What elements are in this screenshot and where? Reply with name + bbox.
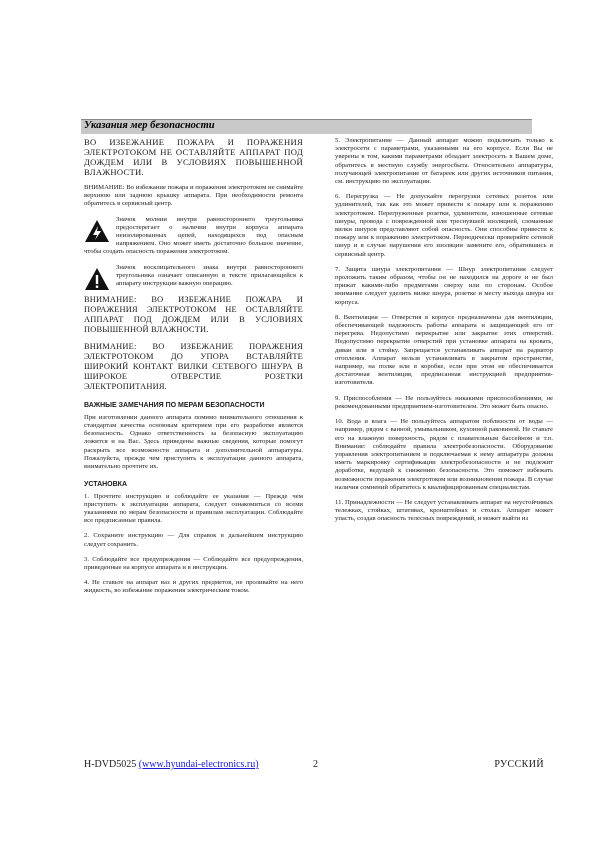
item-2: 2. Сохраните инструкцию — Для справок в дальнейшем инструкцию следует сохранить.: [84, 532, 303, 548]
item-8: 8. Вентиляция — Отверстия в корпусе предназначены для вентиляции, обеспечивающей надежность работы аппарата и защищающей его от перегрева. Недопустимо перекрытие или закрытие этих отверстий. Недопустимо перекрытие отверстий при установке аппарата на кровать, диван или в стойку. Запрещается устанавливать аппарат на радиатор отопления. Аппарат нельзя устанавливать в закрытом пространстве, например, на полке или в коробке, если при этом не обеспечивается достаточная вентиляция, предписанная инструкцией предприятия-изготовителя.: [335, 313, 553, 387]
warning-caps-1: ВО ИЗБЕЖАНИЕ ПОЖАРА И ПОРАЖЕНИЯ ЭЛЕКТРОТОКОМ НЕ ОСТАВЛЯЙТЕ АППАРАТ ПОД ДОЖДЕМ ИЛИ В УСЛОВИЯХ ПОВЫШЕННОЙ ВЛАЖНОСТИ.: [84, 137, 303, 177]
warning-caps-2: ВНИМАНИЕ: ВО ИЗБЕЖАНИЕ ПОЖАРА И ПОРАЖЕНИЯ ЭЛЕКТРОТОКОМ НЕ ОСТАВЛЯЙТЕ АППАРАТ ПОД ДОЖДЕМ ИЛИ В УСЛОВИЯХ ПОВЫШЕННОЙ ВЛАЖНОСТИ.: [84, 295, 303, 335]
page-number: 2: [313, 759, 318, 770]
item-4: 4. Не ставьте на аппарат ваз и других предметов, не проливайте на него жидкость, во избежание поражения электрическим током.: [84, 579, 303, 595]
language-label: РУССКИЙ: [494, 759, 544, 770]
item-5: 5. Электропитание — Данный аппарат можно подключать только к электросети с параметрами, указанными на его корпусе. Если Вы не уверены в том, какими параметрами обладает электросеть в Вашем доме, обратитесь в местную службу энергосбыта. Относительно аппаратуры, получающей электропитание от батареек или других источников питания, см. инструкцию по эксплуатации.: [335, 137, 553, 186]
attention-paragraph: ВНИМАНИЕ: Во избежание пожара и поражения электротоком не снимайте верхнюю или заднюю крышку аппарата. При необходимости ремонта обратитесь в сервисный центр.: [84, 184, 303, 208]
left-column: [84, 137, 303, 603]
exclamation-triangle-icon: [84, 267, 110, 291]
item-3: 3. Соблюдайте все предупреждения — Соблюдайте все предупреждения, приведенные на корпусе аппарата и в инструкции.: [84, 555, 303, 572]
item-7: 7. Защита шнура электропитания — Шнур электропитания следует проложить таким образом, чтобы он не находился на дороге и не был прижат какими-либо предметами сверху или по сторонам. Особое внимание следует уделить вилке шнура, розетке и месту выхода шнура из корпуса.: [335, 265, 553, 306]
item-9: 9. Приспособления — Не пользуйтесь никакими приспособлениями, не рекомендованными предприятием-изготовителем. Это может быть опасно.: [335, 394, 553, 410]
installation-heading: УСТАНОВКА: [84, 481, 128, 489]
footer-model: [84, 759, 259, 770]
exclamation-warning: [84, 264, 303, 289]
item-1: 1. Прочтите инструкцию и соблюдайте ее указания — Прежде чем приступить к эксплуатации аппарата, следует ознакомиться со всеми указаниями по мерам безопасности и правилам эксплуатации. Соблюдайте все предписанные правила.: [84, 492, 303, 525]
exclamation-description: Значок восклицательного знака внутри равностороннего треугольника означает описанную в тексте прилагающейся к аппарату инструкции важную операцию.: [116, 263, 303, 288]
model-name: H-DVD5025: [84, 759, 137, 770]
important-notes-heading: ВАЖНЫЕ ЗАМЕЧАНИЯ ПО МЕРАМ БЕЗОПАСНОСТИ: [84, 402, 265, 410]
lightning-triangle-icon: [84, 219, 110, 243]
section-title: Указания мер безопасности: [84, 120, 215, 131]
lightning-description: Значок молнии внутри равностороннего треугольника предостерегает о наличии внутри корпуса аппарата неизолированных цепей, находящихся под опасным напряжением. Оно может иметь достаточно большое значение, чтобы создать опасность поражения электротоком.: [84, 215, 303, 256]
item-6: 6. Перегрузка — Не допускайте перегрузки сетевых розеток или удлинителей, так как это может привести к пожару или к поражению электротоком. Перегруженные розетки, удлинители, изношенные сетевые шнуры, провода с поврежденной или треснувшей изоляцией, сломанные вилки шнуров представляют собой опасность. Они способны привести к пожару или к поражению электротоком. Периодически проверяйте сетевой шнур и в случае нарушения его изоляции замените его, обратившись в сервисный центр.: [335, 193, 553, 258]
item-11: 11. Принадлежности — Не следует устанавливать аппарат на неустойчивых тележках, стойках, штативах, кронштейнах и столах. Аппарат может упасть, создав опасность телесных повреждений, и может выйти из: [335, 498, 553, 523]
warning-caps-3: ВНИМАНИЕ: ВО ИЗБЕЖАНИЕ ПОРАЖЕНИЯ ЭЛЕКТРОТОКОМ ДО УПОРА ВСТАВЛЯЙТЕ ШИРОКИЙ КОНТАКТ ВИЛКИ СЕТЕВОГО ШНУРА В ШИРОКОЕ ОТВЕРСТИЕ РОЗЕТКИ ЭЛЕКТРОПИТАНИЯ.: [84, 342, 303, 392]
website-link[interactable]: (www.hyundai-electronics.ru): [138, 759, 259, 770]
lightning-warning: [84, 216, 303, 257]
right-column: [335, 137, 553, 531]
important-notes-text: При изготовлении данного аппарата помимо внимательного отношения к стандартам качества основным критерием при его разработке является безопасность. Однако ответственность за безопасную эксплуатацию ложится и на Вас. Здесь приведены важные сведения, которые помогут раскрыть все возможности аппарата и дополнительной аппаратуры. Пожалуйста, прежде чем приступить к эксплуатации данного аппарата, внимательно прочтите их.: [84, 413, 303, 470]
item-10: 10. Вода и влага — Не пользуйтесь аппаратом поблизости от воды — например, рядом с ванной, умывальником, кухонной раковиной. Не ставьте его на влажную поверхность, рядом с плавательным бассейном и т.п. Внимание: соблюдайте правила электробезопасности. Оборудование управления электропитанием и подключаемая к нему аппаратура должна иметь маркировку сертификации электробезопасности и не подлежит доработке, ведущей к снижению безопасности. Это поможет избежать возможности поражения электротоком или возникновения пожара. В случае наличия сомнений обратитесь к квалифицированным специалистам.: [335, 418, 553, 491]
